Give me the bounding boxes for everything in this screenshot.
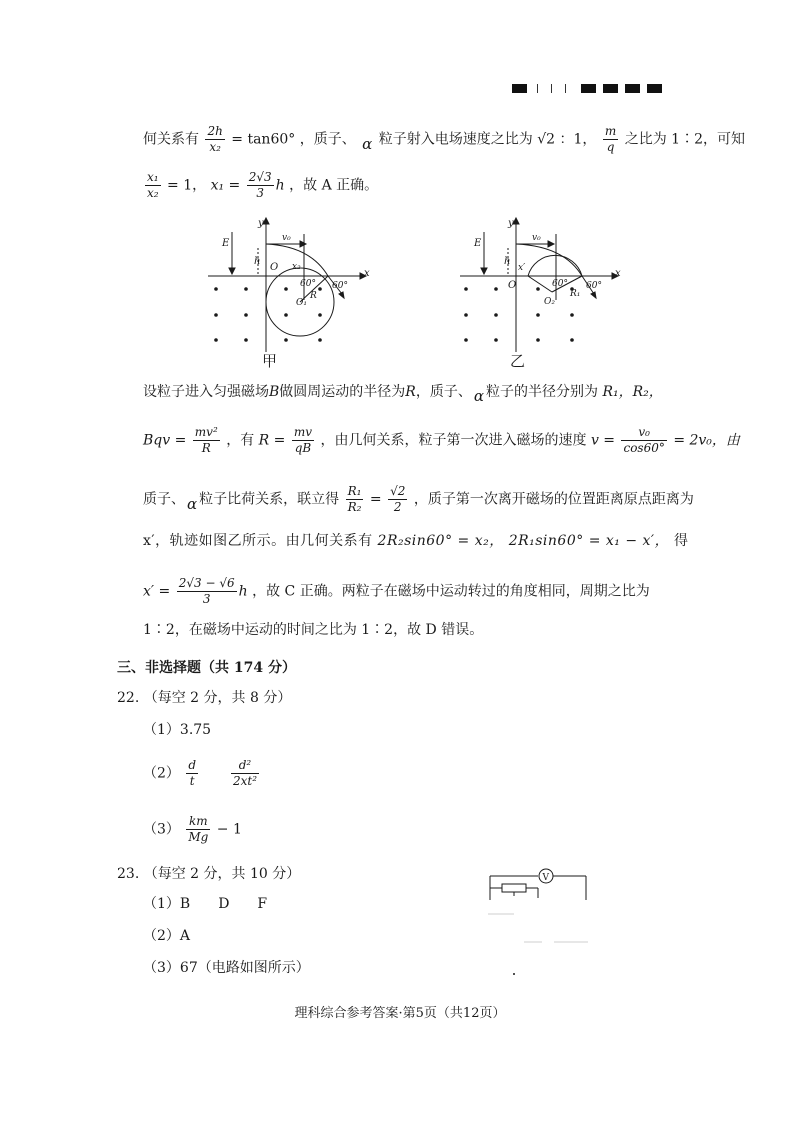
radius-line-1 <box>528 276 552 292</box>
voltmeter-label: V <box>542 873 549 883</box>
label-x2: x₂ <box>292 262 301 272</box>
fraction-2h-x2: $\frac{2h}{\text{x₂}}$ <box>207 124 223 154</box>
fraction-m-q: $\frac{m}{q}$ <box>604 124 617 154</box>
q22-answer-1: （1）3.75 <box>143 722 212 738</box>
body-line-2: Bqv = $\frac{\text{mv²}}{R}$ ，有 R = $\frac{mv}{qB}$ ，由几何关系，粒子第一次进入磁场的速度 v = $\frac{\text{v₀}}{\cos 60^\circ}$ = 2v₀，由 <box>143 425 740 455</box>
fraction-2sqrt3-3: $\frac{2√3}{3}$ <box>248 170 272 200</box>
label-y: y <box>258 218 264 229</box>
label-R1: R₁ <box>570 289 581 299</box>
caption-yi: 乙 <box>510 352 526 370</box>
label-O: O <box>508 280 517 291</box>
alpha-symbol: α <box>362 134 373 153</box>
label-angle2: 60° <box>332 281 348 291</box>
body-line-3: 质子、 α 粒子比荷关系，联立得 $\frac{\text{R₁}}{\text{R₂}}$ = $\frac{√2}{2}$ ，质子第一次离开磁场的位置距离原点距离为 <box>143 484 694 514</box>
body-line-1: 设粒子进入匀强磁场B做圆周运动的半径为R，质子、 α 粒子的半径分别为 R₁，R₂， <box>143 384 663 405</box>
parabola-trajectory <box>516 244 582 276</box>
section-3-title: 三、非选择题（共 174 分） <box>117 660 296 676</box>
y-axis-arrow <box>513 218 519 224</box>
q22-header: 22. （每空 2 分，共 8 分） <box>117 690 292 706</box>
label-O: O <box>270 262 279 273</box>
label-angle1: 60° <box>300 279 316 289</box>
q22-answer-2: （2） $\frac{d}{t}$ $\frac{\text{d²}}{\text{2xt²}}$ <box>143 758 258 788</box>
label-xprime: x′ <box>518 263 526 273</box>
body-line-4: x′，轨迹如图乙所示。由几何关系有 2R₂sin60° = x₂， 2R₁sin60° = x₁ − x′， 得 <box>143 533 689 549</box>
label-angle1: 60° <box>552 279 568 289</box>
figure-jia <box>200 212 370 372</box>
y-axis-arrow <box>263 218 269 224</box>
label-x: x <box>615 268 621 279</box>
e-field-arrow <box>481 268 487 274</box>
label-O1: O₁ <box>296 298 307 308</box>
exit-arrow <box>591 292 596 298</box>
intro-line-1: 何关系有 $\frac{2h}{\text{x₂}}$ = tan60° ，质子、 α 粒子射入电场速度之比为 √2 ：1， $\frac{m}{q}$ 之比为 1∶2，可知 <box>143 124 745 154</box>
v0-arrow <box>548 241 554 247</box>
label-v0: v₀ <box>532 233 541 243</box>
page-footer: 理科综合参考答案·第5页（共12页） <box>294 1006 506 1021</box>
label-E: E <box>222 238 230 249</box>
q23-answer-2: （2）A <box>143 928 191 944</box>
q23-answer-3: （3）67（电路如图所示） <box>143 960 310 976</box>
label-h: h <box>254 256 261 267</box>
label-R: R <box>310 291 317 301</box>
caption-jia: 甲 <box>262 352 278 370</box>
figure-yi <box>448 212 623 372</box>
body-line-5: x′ = $\frac{2√3 - √6}{3}$ h ，故 C 正确。两粒子在磁场中运动转过的角度相同，周期之比为 <box>143 576 650 606</box>
resistor <box>502 884 526 892</box>
v0-arrow <box>300 241 306 247</box>
label-angle2: 60° <box>586 281 602 291</box>
intro-line-2: $\frac{\text{x₁}}{\text{x₂}}$ = 1， x₁ = $\frac{2√3}{3}$ h ，故 A 正确。 <box>147 170 379 200</box>
body-line-6: 1∶2，在磁场中运动的时间之比为 1∶2，故 D 错误。 <box>143 622 484 638</box>
label-O2: O₂ <box>544 297 555 307</box>
label-E: E <box>474 238 482 249</box>
sqrt2: √2 <box>537 131 556 148</box>
label-x: x <box>364 268 370 279</box>
label-v0: v₀ <box>282 233 291 243</box>
circuit-diagram <box>484 862 594 982</box>
fraction-x1-x2: $\frac{\text{x₁}}{\text{x₂}}$ <box>147 170 159 200</box>
e-field-arrow <box>229 268 235 274</box>
label-y: y <box>508 218 514 229</box>
q23-header: 23. （每空 2 分，共 10 分） <box>117 866 301 882</box>
q23-answer-1: （1）B D F <box>143 896 268 912</box>
exit-arrow <box>339 292 344 298</box>
label-h: h <box>504 256 511 267</box>
q22-answer-3: （3） $\frac{km}{Mg}$ − 1 <box>143 814 242 844</box>
